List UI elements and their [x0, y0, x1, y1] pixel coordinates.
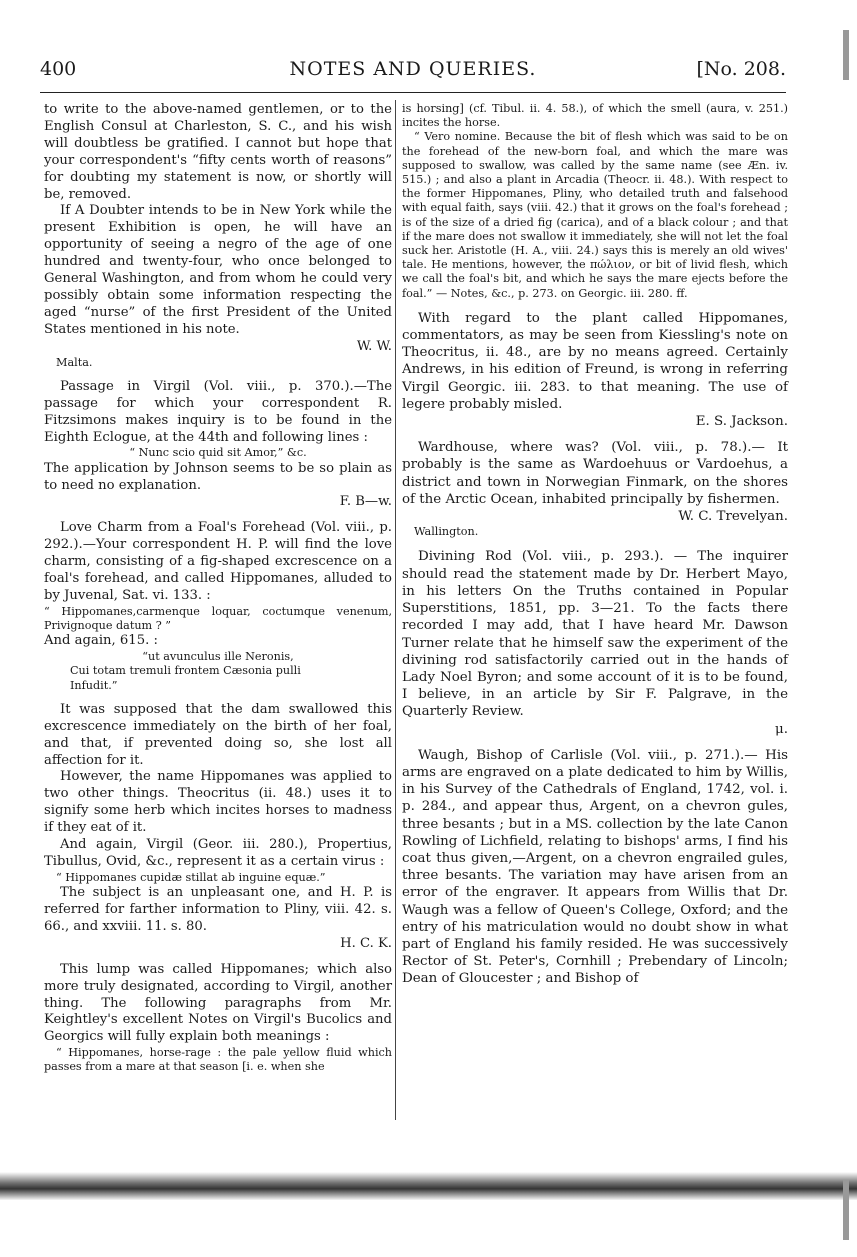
column-divider	[395, 100, 396, 1120]
paragraph: And again, Virgil (Geor. iii. 280.), Propertius, Tibullus, Ovid, &c., represent it as a certain virus :	[44, 837, 392, 869]
scan-edge-mark	[843, 30, 849, 80]
paragraph: If A Doubter intends to be in New York while the present Exhibition is open, he will have an opportunity of seeing a negro of the age of one hundred and twenty-four, who once belonged to General Washington, and from whom he could very possibly obtain some information respecting the aged “nurse” of the first President of the United States mentioned in his note.	[44, 203, 392, 337]
query-love-charm: Love Charm from a Foal's Forehead (Vol. viii., p. 292.).—Your correspondent H. P. will find the love charm, consisting of a fig-shaped excrescence on a foal's forehead, and called Hippomanes, alluded to by Juvenal, Sat. vi. 133. :	[44, 520, 392, 603]
quotation: “ Vero nomine. Because the bit of flesh which was said to be on the forehead of the new-born foal, and which the mare was supposed to swallow, was called by the same name (see Æn. iv. 515.) ; and also a plant in Arcadia (Theocr. ii. 48.). With respect to the former Hippomanes, Pliny, who detailed truth and falsehood with equal faith, says (viii. 42.) that it grows on the foal's forehead ; is of the size of a dried fig (carica), and of a black colour ; and that if the mare does not swallow it immediately, she will not let the foal suck her. Aristotle (H. A., viii. 24.) says this is merely an old wives' tale. He mentions, however, the πώλιον, or bit of livid flesh, which we call the foal's bit, and which he says the mare ejects before the foal.” — Notes, &c., p. 273. on Georgic. iii. 280. ff.	[402, 130, 788, 300]
left-column	[44, 102, 392, 1075]
page-number: 400	[40, 58, 77, 80]
paragraph: The application by Johnson seems to be so plain as to need no explanation.	[44, 460, 392, 493]
issue-number: [No. 208.	[696, 58, 786, 80]
paragraph: However, the name Hippomanes was applied to two other things. Theocritus (ii. 48.) uses it to signify some herb which incites horses to madness if they eat of it.	[44, 769, 392, 836]
paragraph: It was supposed that the dam swallowed this excrescence immediately on the birth of her foal, and that, if prevented doing so, she lost all affection for it.	[44, 701, 392, 768]
query-passage-in-virgil: Passage in Virgil (Vol. viii., p. 370.).—The passage for which your correspondent R. Fitzsimons makes inquiry is to be found in the Eighth Eclogue, at the 44th and following lines :	[44, 378, 392, 445]
query-divining-rod: Divining Rod (Vol. viii., p. 293.). — The inquirer should read the statement made by Dr. Herbert Mayo, in his letters On the Truths contained in Popular Superstitions, 1851, pp. 3—21. To the facts there recorded I may add, that I have heard Mr. Dawson Turner relate that he himself saw the experiment of the divining rod satisfactorily carried out in the hands of Lady Noel Byron; and some account of it is to be found, I believe, in an article by Sir F. Palgrave, in the Quarterly Review.	[402, 549, 788, 720]
quotation-line: Infudit.”	[70, 678, 118, 692]
quotation: “ Hippomanes, horse-rage : the pale yellow fluid which passes from a mare at that season [i. e. when she	[44, 1046, 392, 1074]
signature: W. W.	[356, 338, 392, 354]
header-rule	[40, 92, 786, 93]
running-title: NOTES AND QUERIES.	[289, 58, 537, 80]
place-name: Wallington.	[414, 525, 479, 539]
signature: H. C. K.	[340, 935, 392, 951]
right-column	[402, 102, 788, 988]
page-header	[40, 58, 786, 88]
query-waugh-bishop: Waugh, Bishop of Carlisle (Vol. viii., p. 271.).— His arms are engraved on a plate dedicated to him by Willis, in his Survey of the Cathedrals of England, 1742, vol. i. p. 284., and appear thus, Argent, on a chevron gules, three besants ; but in a MS. collection by the late Canon Rowling of Lichfield, relating to bishops' arms, I find his coat thus given,—Argent, on a chevron engrailed gules, three besants. The variation may have arisen from an error of the engraver. It appears from Willis that Dr. Waugh was a fellow of Queen's College, Oxford; and the entry of his matriculation would no doubt show in what part of England his family resided. He was successively Rector of St. Peter's, Cornhill ; Prebendary of Lincoln; Dean of Gloucester ; and Bishop of	[402, 747, 788, 987]
scan-edge-mark	[843, 1180, 849, 1240]
signature: μ.	[775, 721, 788, 737]
scan-artifact	[0, 1172, 857, 1200]
query-wardhouse: Wardhouse, where was? (Vol. viii., p. 78.).— It probably is the same as Wardoehuus or Vardoehus, a district and town in Norwegian Finmark, on the shores of the Arctic Ocean, inhabited principally by fishermen.	[402, 440, 788, 507]
quotation: “ Nunc scio quid sit Amor,” &c.	[129, 446, 307, 460]
quotation: “ Hippomanes,carmenque loquar, coctumque venenum, Privignoque datum ? ”	[44, 604, 392, 633]
quotation: is horsing] (cf. Tibul. ii. 4. 58.), of which the smell (aura, v. 251.) incites the horse.	[402, 102, 788, 130]
paragraph: to write to the above-named gentlemen, or to the English Consul at Charleston, S. C., and his wish will doubtless be gratified. I cannot but hope that your correspondent's “fifty cents worth of reasons” for doubting my statement is now, or shortly will be, removed.	[44, 102, 392, 202]
signature: W. C. Trevelyan.	[678, 509, 788, 525]
quotation: “ Hippomanes cupidæ stillat ab inguine equæ.”	[56, 870, 326, 884]
paragraph: The subject is an unpleasant one, and H. P. is referred for farther information to Pliny, viii. 42. s. 66., and xxviii. 11. s. 80.	[44, 885, 392, 934]
signature: E. S. Jackson.	[695, 414, 788, 430]
place-name: Malta.	[56, 355, 93, 369]
signature: F. B—w.	[339, 494, 392, 510]
quotation-line: “ut avunculus ille Neronis,	[142, 650, 294, 664]
paragraph: This lump was called Hippomanes; which also more truly designated, according to Virgil, another thing. The following paragraphs from Mr. Keightley's excellent Notes on Virgil's Bucolics and Georgics will fully explain both meanings :	[44, 961, 392, 1045]
paragraph: And again, 615. :	[44, 633, 158, 649]
paragraph: With regard to the plant called Hippomanes, commentators, as may be seen from Kiessling's note on Theocritus, ii. 48., are by no means agreed. Certainly Andrews, in his edition of Freund, is wrong in referring Virgil Georgic. iii. 283. to that meaning. The use of legere probably misled.	[402, 310, 788, 412]
quotation-line: Cui totam tremuli frontem Cæsonia pulli	[70, 664, 301, 678]
